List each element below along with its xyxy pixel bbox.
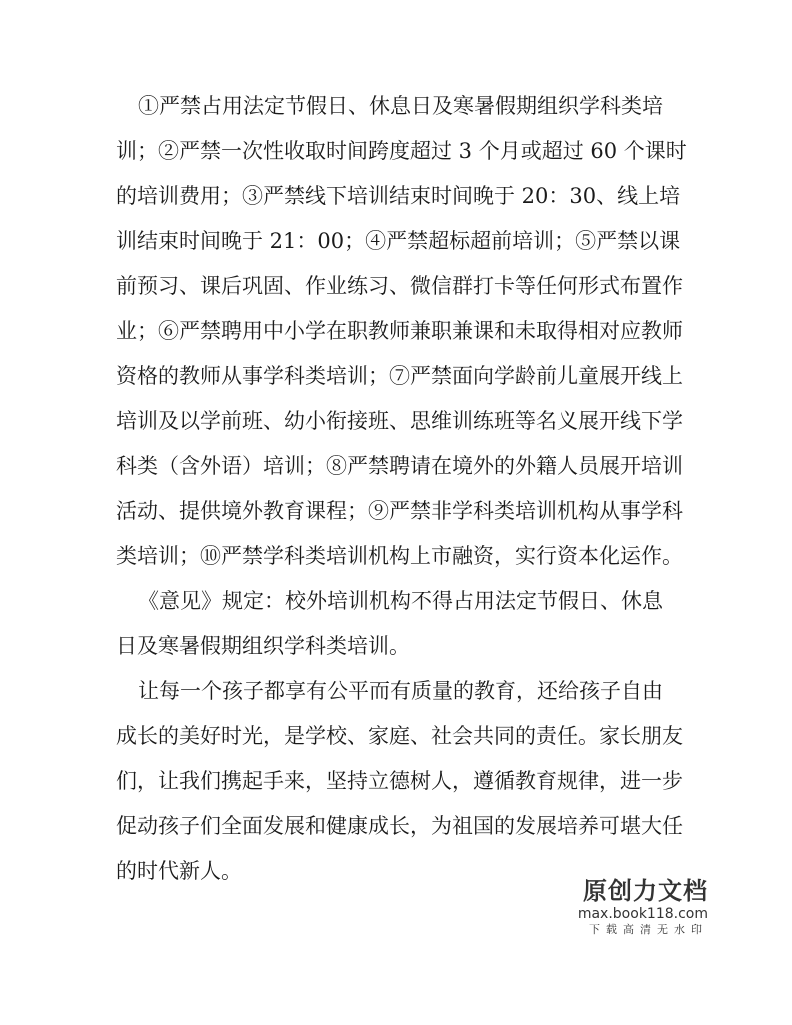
paragraph-line: 日及寒暑假期组织学科类培训。 [116,634,410,658]
paragraph-line: ①严禁占用法定节假日、休息日及寒暑假期组织学科类培 [138,94,663,118]
paragraph-line: 前预习、课后巩固、作业练习、微信群打卡等任何形式布置作 [116,274,683,298]
paragraph-line: 训；②严禁一次性收取时间跨度超过 3 个月或超过 60 个课时 [116,139,687,163]
paragraph-line: 资格的教师从事学科类培训；⑦严禁面向学龄前儿童展开线上 [116,364,683,388]
paragraph-line: 《意见》规定：校外培训机构不得占用法定节假日、休息 [138,589,663,613]
paragraph-line: 让每一个孩子都享有公平而有质量的教育，还给孩子自由 [138,679,663,703]
paragraph-line: 类培训；⑩严禁学科类培训机构上市融资，实行资本化运作。 [116,544,683,568]
paragraph-line: 业；⑥严禁聘用中小学在职教师兼职兼课和未取得相对应教师 [116,319,683,343]
watermark [578,876,708,938]
watermark-subtitle: 下载高清无水印 [589,923,708,936]
paragraph-line: 的时代新人。 [116,859,242,883]
paragraph-line: 训结束时间晚于 21：00；④严禁超标超前培训；⑤严禁以课 [116,229,681,253]
paragraph-line: 成长的美好时光，是学校、家庭、社会共同的责任。家长朋友 [116,724,683,748]
paragraph-line: 促动孩子们全面发展和健康成长，为祖国的发展培养可堪大任 [116,814,683,838]
paragraph-line: 科类（含外语）培训；⑧严禁聘请在境外的外籍人员展开培训 [116,454,683,478]
paragraph-line: 们，让我们携起手来，坚持立德树人，遵循教育规律，进一步 [116,769,683,793]
paragraph-line: 活动、提供境外教育课程；⑨严禁非学科类培训机构从事学科 [116,499,683,523]
watermark-url: max.book118.com [577,906,708,922]
watermark-title: 原创力文档 [583,877,708,905]
paragraph-line: 培训及以学前班、幼小衔接班、思维训练班等名义展开线下学 [116,409,683,433]
paragraph-line: 的培训费用；③严禁线下培训结束时间晚于 20：30、线上培 [116,184,681,208]
